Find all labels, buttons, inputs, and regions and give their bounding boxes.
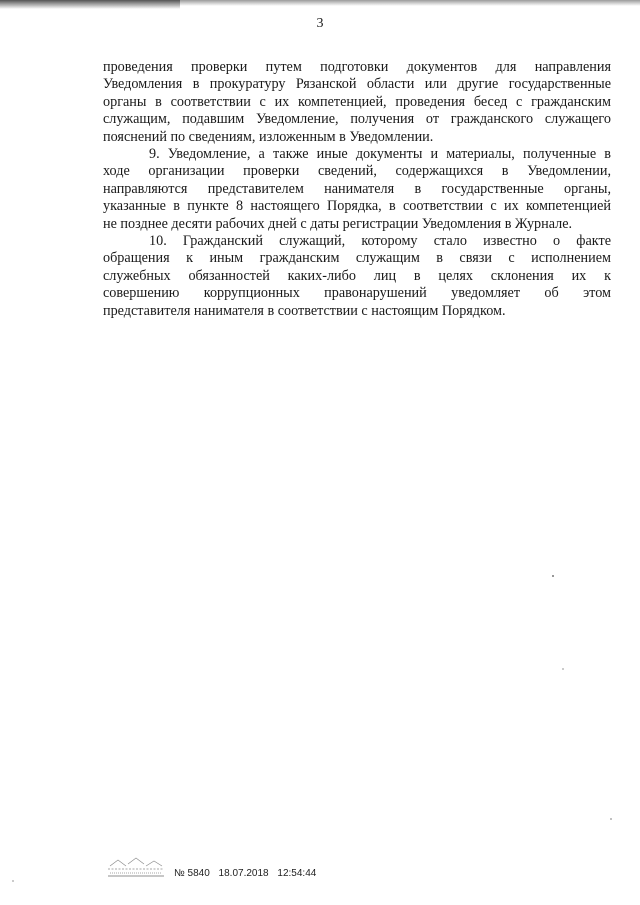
text-line: 10. Гражданский служащий, которому стало известно о факте (149, 233, 611, 250)
paragraph-continuation (103, 59, 611, 146)
text-line: служебных обязанностей каких-либо лиц в целях склонения их к (103, 267, 611, 284)
scan-speck (610, 818, 612, 820)
text-line: совершению коррупционных правонарушений уведомляет об этом (103, 285, 611, 302)
registration-stamp (174, 868, 322, 879)
registration-number: № 5840 (174, 868, 210, 879)
page-number: 3 (316, 16, 324, 31)
text-line: ходе организации проверки сведений, содержащихся в Уведомлении, (103, 163, 611, 180)
text-line: обращения к иным гражданским служащим в связи с исполнением (103, 250, 611, 267)
registration-time: 12:54:44 (277, 868, 317, 879)
office-stamp-icon (104, 852, 168, 878)
paragraph-10 (103, 233, 611, 320)
paragraph-9 (103, 146, 611, 233)
scan-speck (12, 880, 14, 882)
text-line: служащим, подавшим Уведомление, получения от гражданского служащего (103, 111, 611, 128)
document-body (103, 59, 611, 320)
scan-speck (562, 668, 564, 670)
scan-speck (552, 575, 554, 577)
registration-date: 18.07.2018 (218, 868, 269, 879)
text-line: Уведомления в прокуратуру Рязанской области или другие государственные (103, 76, 611, 93)
text-line: пояснений по сведениям, изложенным в Уведомлении. (103, 128, 434, 145)
text-line: направляются представителем нанимателя в государственные органы, (103, 180, 611, 197)
text-line: указанные в пункте 8 настоящего Порядка, в соответствии с их компетенцией (103, 198, 611, 215)
text-line: представителя нанимателя в соответствии с настоящим Порядком. (103, 302, 506, 319)
text-line: проведения проверки путем подготовки документов для направления (103, 59, 611, 75)
text-line: 9. Уведомление, а также иные документы и материалы, полученные в (149, 146, 611, 163)
scan-edge-shadow (0, 0, 180, 9)
text-line: не позднее десяти рабочих дней с даты регистрации Уведомления в Журнале. (103, 215, 573, 232)
text-line: органы в соответствии с их компетенцией, проведения бесед с гражданским (103, 93, 611, 110)
